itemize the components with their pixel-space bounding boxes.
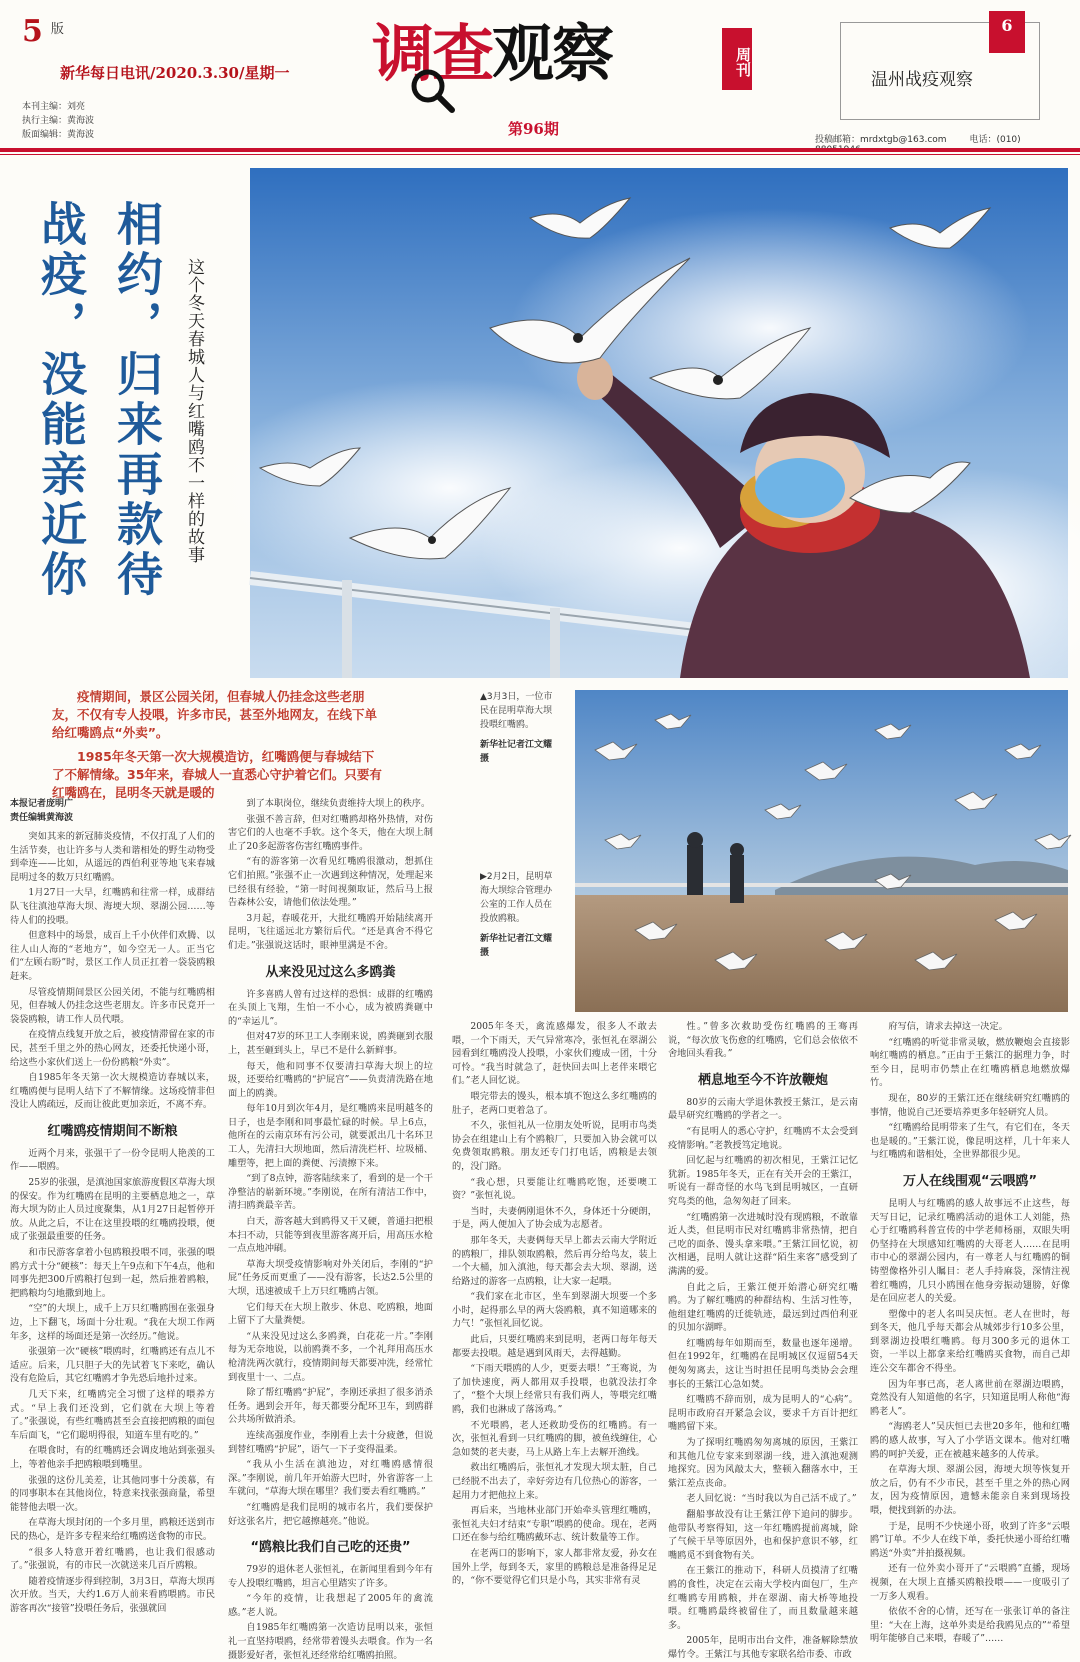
- issue-number: 第96期: [508, 120, 559, 138]
- paragraph: 许多喜鸥人曾有过这样的恐惧：成群的红嘴鸥在头顶上飞翔，生怕一不小心，成为被鸥粪砸中的“幸运儿”。: [228, 988, 433, 1027]
- byline: [10, 797, 73, 825]
- article-column-3: [452, 1020, 657, 1587]
- paragraph: 救出红嘴鸥后，张恒礼才发现大坝太脏，自己已经脱不出去了，幸好旁边有几位热心的游客，一起用力才把他拉上来。: [452, 1462, 657, 1501]
- paragraph: “到了8点钟，游客陆续来了，看到的是一个干净整洁的崭新环境。”李刚说，在所有清洁工作中，清扫鸥粪最辛苦。: [228, 1173, 433, 1212]
- paragraph: 性。”曾多次救助受伤红嘴鸥的王骞再说，“每次放飞伤愈的红嘴鸥，它们总会依依不舍地回头看我。”: [668, 1021, 858, 1060]
- paragraph: 2005年，昆明市出台文件，准备解除禁放爆竹令。王紫江与其他专家联名给市委、市政: [668, 1635, 858, 1660]
- paragraph: 翻船事故没有让王紫江停下追问的脚步。他带队考察得知，这一年红嘴鸥提前离城，除了气候干旱等原因外，也和保护意识不够，红嘴鸥觅不到食物有关。: [668, 1509, 858, 1561]
- paragraph: 塑像中的老人名叫吴庆恒。老人在世时，每到冬天，他几乎每天都会从城郊步行10多公里，到翠湖边投喂红嘴鸥。每月300多元的退休工资，一半以上都拿来给红嘴鸥买食物，而自己却连公交车都舍不得坐。: [870, 1308, 1070, 1375]
- paragraph: 突如其来的新冠肺炎疫情，不仅打乱了人们的生活节奏，也让许多与人类和谐相处的野生动物受到牵连——比如，从遥远的西伯利亚等地飞来春城昆明过冬的数万只红嘴鸥。: [10, 831, 215, 883]
- paragraph: “有昆明人的悉心守护，红嘴鸥不太会受到疫情影响。”老教授笃定地说。: [668, 1125, 858, 1151]
- article-column-5: [870, 1020, 1070, 1645]
- lead-paragraphs: [52, 688, 384, 808]
- paragraph: 白天，游客越大到鸥得又干又硬，普通扫把根本扫不动，只能等到夜里游客离开后，用高压水枪一点点地冲刷。: [228, 1216, 433, 1255]
- headline-line-1: 相约，归来再款待: [110, 200, 164, 600]
- paragraph: 到了本职岗位，继续负责维持大坝上的秩序。: [246, 798, 431, 809]
- paragraph: 在喂食时，有的红嘴鸥还会调皮地站到张强头上，等着他亲手把鸥粮喂到嘴里。: [10, 1445, 215, 1470]
- reporter: 本报记者庞明广: [10, 799, 74, 809]
- paragraph: 因为年事已高，老人离世前在翠湖边喂鸥，竟然没有人知道他的名字，只知道昆明人称他“海鸥老人”。: [870, 1378, 1070, 1417]
- paragraph: 草海大坝受疫情影响对外关闭后，李刚的“护屁”任务反而更重了——没有游客，长达2.5公里的大坝，迅速被成千上万只红嘴鸥占领。: [228, 1258, 433, 1297]
- header-rule: [0, 148, 1080, 152]
- paragraph: “今年的疫情，让我想起了2005年的禽流感。”老人说。: [228, 1593, 433, 1618]
- headline-line-2: 战疫，没能亲近你: [34, 200, 88, 600]
- photo-credit-2: 新华社记者江文耀摄: [480, 934, 553, 958]
- article-column-2: [228, 797, 433, 1661]
- paragraph: 在老两口的影响下，家人都非常友爱，孙女在国外上学，每到冬天，家里的鸥粮总是准备得足足的，“你不要觉得它们只是小鸟，其实非常有灵: [452, 1547, 657, 1587]
- paragraph: 昆明人与红嘴鸥的感人故事远不止这些，每天写日记，记录红嘴鸥活动的退休工人刘能，热心于红嘴鸥科普宣传的中学老师杨丽，双眼失明仍坚持在大坝感知红嘴鸥的大哥老人……在昆明市中心的翠湖公园内，有一尊老人与红嘴鸥的铜铸塑像格外引人瞩目：老人手持麻袋，深情注视着红嘴鸥，几只小鸥围在他身旁振动翅膀，好像是在回应老人的关爱。: [870, 1197, 1070, 1305]
- paragraph: 在草海大坝、翠湖公园，海埂大坝等恢复开放之后，仍有不少市民，甚至千里之外的热心网友，因为疫情原因，遗憾未能亲自来到现场投喂，便找到新的办法。: [870, 1464, 1070, 1516]
- paragraph: 自1985年冬天第一次大规模造访春城以来，红嘴鸥便与昆明人结下了不解情缘。这场疫情非但没让人鸥疏远，反而让彼此更加亲近，不离不弃。: [10, 1072, 215, 1111]
- paragraph: “下雨天喂鸥的人少，更要去喂！”王骞说，为了加快速度，两人都用双手投喂，也就没法打伞了，“整个大坝上经常只有我们两人，等喂完红嘴鸥，我们也淋成了落汤鸡。”: [452, 1363, 657, 1416]
- dateline: 新华每日电讯/2020.3.30/星期一: [60, 64, 290, 82]
- paragraph: “空”的大坝上，成千上万只红嘴鸥围在张强身边，上下翻飞，场面十分壮观。“我在大坝工作两年多，这样的场面还是第一次经历。”他说。: [10, 1303, 215, 1342]
- paragraph: 回忆起与红嘴鸥的初次相见，王紫江记忆犹新。1985年冬天，正在有关开会的王紫江，听说有一群奇怪的水鸟飞到昆明城区，一直研究鸟类的他，急匆匆赶了回来。: [668, 1155, 858, 1207]
- photo-caption-1: ▲3月3日，一位市民在昆明草海大坝投喂红嘴鸥。 新华社记者江文耀摄: [480, 690, 560, 766]
- paragraph: 在草海大坝封闭的一个多月里，鸥粮还送到市民的热心，是许多专程来给红嘴鸥送食物的市民。: [10, 1517, 215, 1542]
- paragraph: “我从小生活在滇池边，对红嘴鸥感情很深。”李刚说，前几年开始游大巴时，外省游客一上车就问，“草海大坝在哪里？我们要去看红嘴鸥。”: [228, 1459, 433, 1498]
- paragraph: 近两个月来，张强干了一份令昆明人艳羡的工作——喂鸥。: [10, 1147, 215, 1173]
- paragraph: 不久，张恒礼从一位朋友处听说，昆明市鸟类协会在组建山上有个鸥粮厂，只要加入协会就可以免费领取鸥粮。朋友还专门打电话，鸥粮是去领的，没门路。: [452, 1120, 657, 1172]
- paragraph: 随着疫情逐步得到控制，3月3日，草海大坝再次开放。当天，大约1.6万人前来看鸥喂鸥。市民游客再次“接管”投喂任务后，张强就回: [10, 1575, 215, 1614]
- paragraph: 喂完带去的馒头，根本填不饱这么多红嘴鸥的肚子，老两口更着急了。: [452, 1090, 657, 1116]
- paragraph: 张强的这份儿美差，让其他同事十分羡慕，有的同事职本在其他岗位，特意来找张强商量，希望能替他去喂一次。: [10, 1474, 215, 1513]
- paragraph: 连续高强度作业，李刚看上去十分疲惫，但说到替红嘴鸥“护屁”，语气一下子变得温柔。: [228, 1429, 433, 1455]
- paragraph: 和市民游客拿着小包鸥粮投喂不同，张强的喂鸥方式十分“硬核”：每天上午9点和下午4点，他和同事先把300斤鸥粮打包到一起，然后推着鸥粮，把鸥粮均匀地撒到地上。: [10, 1247, 215, 1299]
- masthead-title: 调查观察: [372, 17, 613, 90]
- paragraph: 于是，昆明不少快递小哥，收到了许多“云喂鸥”订单。不少人在线下单，委托快递小哥给红嘴鸥送“外卖”并拍摄视频。: [870, 1520, 1070, 1559]
- section-title: 温州战疫观察: [871, 70, 973, 90]
- paragraph: “红嘴鸥是我们昆明的城市名片，我们要保护好这张名片，把它越擦越亮。”他说。: [228, 1501, 433, 1527]
- paragraph: 当时，夫妻俩刚退休不久，身体还十分硬朗，于是，两人便加入了协会成为志愿者。: [452, 1205, 657, 1231]
- main-photo-feeding-gulls: [250, 168, 1068, 678]
- contact-phone: 电话：(010): [969, 135, 1021, 145]
- paragraph: 每年10月到次年4月，是红嘴鸥来昆明越冬的日子，也是李刚和同事最忙碌的时候。早上6点，他所在的云南京环有污公司，就要派出几十名环卫工人，先清扫大坝地面，然后清洗栏杆、垃圾桶、雕塑等，把上面的粪便、污渍擦下来。: [228, 1103, 433, 1169]
- subheading-food-price: “鸥粮比我们自己吃的还贵”: [250, 1540, 411, 1556]
- paragraph: “红嘴鸥给昆明带来了生气，有它们在，冬天也是暖的。”王紫江说，像昆明这样，几十年来人与红嘴鸥和谐相处，全世界都很少见。: [870, 1122, 1070, 1161]
- paragraph: 还有一位外卖小哥开了“云喂鸥”直播，现场视频，在大坝上直播买鸥粮投喂——一度吸引了一万多人观看。: [870, 1563, 1070, 1602]
- paragraph: 为了探明红嘴鸥匆匆离城的原因，王紫江和其他几位专家来到翠湖一线，进入滇池观测地探究。因为风敲太大，整顿入翻落水中，王紫江差点丧命。: [668, 1437, 858, 1489]
- paragraph: 25岁的张强，是滇池国家旅游度假区草海大坝的保安。作为红嘴鸥在昆明的主要栖息地之一，草海大坝为防止人员过度聚集，从1月27日起暂停开放。从此之后，不让在这里投喂的红嘴鸥投喂，便成了张强最重要的任务。: [10, 1177, 215, 1243]
- weekly-badge: 周刊: [722, 28, 752, 90]
- paragraph: 它们每天在大坝上散步、休息、吃鸥粮，地面上留下了大量粪便。: [228, 1301, 433, 1327]
- section-box: [840, 16, 1040, 120]
- paragraph: “从来没见过这么多鸥粪，白花花一片。”李刚每为无奈地说，以前鸥粪不多，一个礼拜用高压水枪清洗两次就行，疫情期间每天都要冲洗，经常忙到夜里十一、二点。: [228, 1330, 433, 1383]
- paragraph: 2005年冬天，禽流感爆发，很多人不敢去喂，一个下雨天，天气异常寒冷，张恒礼在翠湖公园看到红嘴鸥没人投喂，小家伙们瘦成一团，十分可怜。“我当时就急了，赶快回去叫上老伴来喂它们。”老人回忆说。: [452, 1021, 657, 1087]
- paragraph: 在疫情点线复开放之后，被疫情滞留在家的市民，甚至千里之外的热心网友，还委托快递小哥，给这些小家伙们送上一份份鸥粮“外卖”。: [10, 1029, 215, 1068]
- executive-editor: 执行主编：黄海波: [22, 116, 95, 126]
- photo-credit-1: 新华社记者江文耀摄: [480, 740, 553, 764]
- paragraph: 尽管疫情期间景区公园关闭，不能与红嘴鸥相见，但春城人仍挂念这些老朋友。许多市民竟开一袋袋鸥粮，请工作人员代喂。: [10, 986, 215, 1025]
- subheading-droppings: 从来没见过这么多鸥粪: [265, 964, 396, 980]
- paragraph: 府写信，请求去掉这一决定。: [888, 1021, 1008, 1032]
- lead-paragraph-2: 1985年冬天第一次大规模造访，红嘴鸥便与春城结下了不解情缘。35年来，春城人一直悉心守护着它们。只要有红嘴鸥在，昆明冬天就是暖的: [52, 749, 382, 800]
- page-number: 5 $^版$: [22, 14, 64, 49]
- paragraph: 但对47岁的环卫工人李刚来说，鸥粪砸到衣服上，甚至砸到头上，早已不是什么新鲜事。: [228, 1031, 433, 1056]
- paragraph: 自1985年红嘴鸥第一次造访昆明以来，张恒礼一直坚持喂鸥，经常带着馒头去喂食。作为一名摄影爱好者，张恒礼还经常给红嘴鸥拍照。: [228, 1622, 433, 1661]
- paragraph: 老人回忆说：“当时我以为自己活不成了。”: [686, 1493, 857, 1505]
- article-column-4: [668, 1020, 858, 1660]
- paragraph: 79岁的退休老人张恒礼，在新闻里看到今年有专人投喂红嘴鸥，坦言心里踏实了许多。: [228, 1564, 433, 1589]
- paragraph: 红嘴鸥不辞而别，成为昆明人的“心病”。昆明市政府召开紧急会议，要求千方百计把红嘴鸥留下来。: [668, 1394, 858, 1433]
- header-rule-thin: [0, 154, 1080, 155]
- paragraph: 但意料中的场景，成百上千小伙伴们欢腾、以往人山人海的“老地方”，如今空无一人。正当它们“左顾右盼”时，景区工作人员正扛着一袋袋鸥粮赶来。: [10, 930, 215, 982]
- subheading-cloud-feeding: 万人在线围观“云喂鸥”: [902, 1173, 1038, 1189]
- paragraph: 现在，80岁的王紫江还在继续研究红嘴鸥的事情，他说自己还要培养更多年轻研究人员。: [870, 1092, 1070, 1118]
- paragraph: 1月27日一大早，红嘴鸥和往常一样，成群结队飞往滇池草海大坝、海埂大坝、翠湖公园……等待人们的投喂。: [10, 887, 215, 926]
- paragraph: 自此之后，王紫江便开始潜心研究红嘴鸥。为了解红嘴鸥的种群结构、生活习性等，他组建红嘴鸥的迁徙轨迹，最远到过西伯利亚的贝加尔湖畔。: [668, 1281, 858, 1334]
- magnifier-icon: [408, 66, 456, 114]
- paragraph: “有的游客第一次看见红嘴鸥很激动，想抓住它们拍照。”张强不止一次遇到这种情况，处理起来已经很有经验，“第一时间视频取证，然后马上报告森林公安，请他们依法处理。”: [228, 856, 433, 909]
- paragraph: 每天，他和同事不仅要清扫草海大坝上的垃圾，还要给红嘴鸥的“护屁宫”——负责清洗路在地面上的鸥粪。: [228, 1060, 433, 1099]
- paragraph: 红嘴鸥每年如期而至，数量也逐年递增。但在1992年，红嘴鸥在昆明城区仅逗留54天便匆匆离去，这让当时担任昆明鸟类协会会理事长的王紫江心急如焚。: [668, 1337, 858, 1390]
- page-tag: 6: [989, 11, 1025, 53]
- paragraph: “我心想，只要能让红嘴鸥吃饱，还要噢工资？”张恒礼说。: [452, 1176, 657, 1202]
- paragraph: 张强不善言辞，但对红嘴鸥却格外热情，对伤害它们的人也毫不手软。这个冬天，他在大坝上制止了20多起游客伤害红嘴鸥事件。: [228, 813, 433, 852]
- paragraph: “海鸥老人”吴庆恒已去世20多年，他和红嘴鸥的感人故事，写入了小学语文课本。他对红嘴鸥的呵护关爱，正在被越来越多的人传承。: [870, 1421, 1070, 1460]
- paragraph: 那年冬天，夫妻俩每天早上都去云南大学附近的鸥粮厂，排队领取鸥粮，然后再分给鸟友，装上一个大桶，加入滇池，每天都会去大坝、翠湖，送给路过的游客一点鸥粮，让大家一起喂。: [452, 1234, 657, 1287]
- paragraph: “红嘴鸥的听觉非常灵敏，燃放鞭炮会直接影响红嘴鸥的栖息。”正由于王紫江的据理力争，时至今日，昆明市仍禁止在红嘴鸥栖息地燃放爆竹。: [870, 1036, 1070, 1089]
- chief-editor: 本刊主编：刘亮: [22, 102, 86, 112]
- paragraph: 此后，只要红嘴鸥来到昆明，老两口每年每天都要去投喂。越是遇到风雨天，去得越勤。: [452, 1334, 657, 1359]
- paragraph: 不光喂鸥，老人还救助受伤的红嘴鸥。有一次，张恒礼看到一只红嘴鸥的脚，被鱼线缠住，心急如焚的老夫妻，马上从路上车上去解开渔线。: [452, 1419, 657, 1458]
- paragraph: 在王紫江的推动下，科研人员摸清了红嘴鸥的食性，决定在云南大学校内面包厂，生产红嘴鸥专用鸥粮，并在翠湖、南大桥等地投喂。红嘴鸥最终被留住了，而且数量越来越多。: [668, 1565, 858, 1631]
- photo-caption-2: ▶2月2日，昆明草海大坝综合管理办公室的工作人员在投放鸥粮。 新华社记者江文耀摄: [480, 870, 560, 960]
- subheading-habitat: 栖息地至今不许放鞭炮: [697, 1072, 828, 1088]
- paragraph: 3月起，春暖花开，大批红嘴鸥开始陆续离开昆明，飞往遥远北方繁衍后代。“还是真舍不得它们走。”张强说这话时，眼神里满是不舍。: [228, 912, 433, 951]
- page-header: [0, 0, 1080, 155]
- paragraph: “很多人特意开着红嘴鸥，也让我们很感动了。”张强说，有的市民一次就送来几百斤鸥粮。: [10, 1546, 215, 1572]
- paragraph: 张强第一次“硬核”喂鸥时，红嘴鸥还有点儿不适应。后来，几只胆子大的先试着飞下来吃，确认没有危险后，其它红嘴鸥才争先恐后地扑过来。: [10, 1346, 215, 1385]
- headline-subtitle: 这个冬天春城人与红嘴鸥不一样的故事: [184, 258, 204, 564]
- paragraph: “红嘴鸥第一次进城时没有现鸥粮，不敢靠近人类，但昆明市民对红嘴鸥非常热情，把自己吃的面条、馒头拿来喂。”王紫江回忆说，初次相遇，昆明人就让这群“陌生来客”感受到了满满的爱。: [668, 1211, 858, 1277]
- paragraph: 再后来，当地林业部门开始牵头管理红嘴鸥，张恒礼夫妇才结束“专职”喂鸥的使命。现在，老两口还在参与给红嘴鸥戴环志、统计数量等工作。: [452, 1505, 657, 1544]
- masthead: [372, 18, 752, 108]
- paragraph: “我们家在北市区，坐车到翠湖大坝要一个多小时，起得那么早的两大袋鸥粮，真不知道哪来的力气！”张恒礼回忆说。: [452, 1291, 657, 1330]
- lead-paragraph-1: 疫情期间，景区公园关闭，但春城人仍挂念这些老朋友，不仅有专人投喂，许多市民，甚至外地网友，在线下单给红嘴鸥点“外卖”。: [52, 689, 378, 740]
- paragraph: 依依不舍的心情，还写在一张张订单的备注里：“大在上海，这单外卖是给我鸥见点的”“希望明年能够自己来喂，春暖了”……: [870, 1606, 1070, 1645]
- layout-editor: 版面编辑：黄海波: [22, 130, 95, 140]
- paragraph: 几天下来，红嘴鸥完全习惯了这样的喂养方式。“早上我们还没到，它们就在大坝上等着了。”张强说，有些红嘴鸥甚至会直接把鸥粮的面包车后面飞，“它们聪明得很，知道车里有吃的。”: [10, 1388, 215, 1441]
- editor-credits: [22, 100, 94, 142]
- paragraph: 80岁的云南大学退休教授王紫江，是云南最早研究红嘴鸥的学者之一。: [668, 1096, 858, 1122]
- responsible-editor: 责任编辑黄海波: [10, 813, 74, 823]
- article-column-1: [10, 830, 215, 1614]
- subheading-feeding: 红嘴鸥疫情期间不断粮: [47, 1123, 178, 1139]
- paragraph: 除了帮红嘴鸥“护屁”，李刚还承担了很多消杀任务。遇到会开年，每天都要分配环卫车，到鸥群公共场所做消杀。: [228, 1387, 433, 1426]
- submission-email: 投稿邮箱：mrdxtgb@163.com: [815, 135, 947, 145]
- second-photo-staff-feeding: [575, 690, 1068, 1012]
